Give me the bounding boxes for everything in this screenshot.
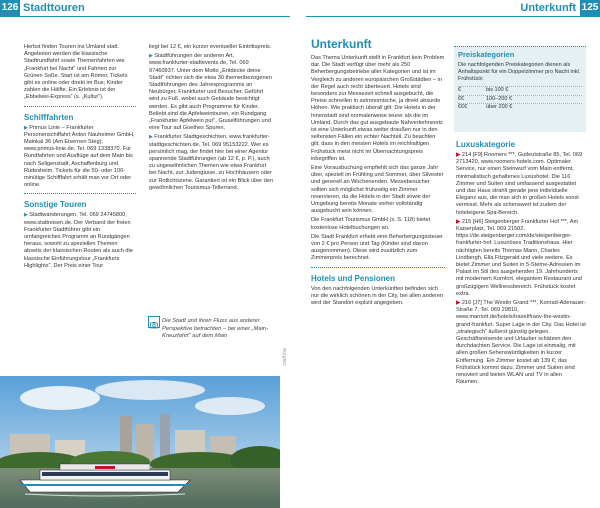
hotel-marker-icon: ▶ [456, 152, 461, 158]
entry-stadtfuehrungen: ▶ Stadtführungen der anderen Art, www.frankfurter-stadtevents.de, Tel. 069 97460937. Unter dem Motto „Entdecke deine Stadt“ richten sich die etwa 30 themenbezogenen Stadtführungen des Jahresprogramms an Neubürger, Frankfurter und Besucher. Geführt wird zu Fuß, wobei auch Gebäude besichtigt werden. Es gibt auch Programme für Kinder. Beliebt sind die Apfelweintouren, ein Rundgang „Frankfurter Apfelwein pur“, Gruselführungen und eine Tour auf Goethes Spuren. [149, 53, 274, 132]
separator [24, 193, 136, 194]
unterkunft-p1: Das Thema Unterkunft stellt in Frankfurt kein Problem dar. Die Stadt verfügt über mehr als 250 Beherbergungsbetriebe aller Kategorien und ist im Vergleich zu anderen europäischen Großstädten – in der Regel auch recht überteuert. Hotels sind besonders zur Messezeit schnell ausgebucht, die Preise schnellen in astronomische, ja direkt absurde Höhen. Wie praktisch überall gilt: Die Hotels in der Innenstadt sind normalerweise teurer als die im Umland. Durch das gut ausgebaute Nahverkehrsnetz ist eine Unterkunft etwas weiter draußen nur in den seltensten Fällen ein echter Nachteil. Zu beachten gilt, dass in den meisten Hotels im reichhaltigen Frühstück meist nicht im Übernachtungspreis inbegriffen ist. [311, 55, 445, 162]
price-row [458, 95, 582, 103]
right-section-title: Unterkunft [520, 2, 576, 14]
price-range: bis 100 € [486, 87, 509, 94]
hotel-frankfurter-hof-text: 215 [H6] Steigenberger Frankfurter Hof ***, Am Kaiserplatz, Tel. 069 21502, https://de.steigenberger.com/de/steigenberger-frankfurter-hof. Luxuriöses Traditionshaus. Hier nächtigten bereits Thomas Mann, Charles Lindbergh, Ella Fitzgerald und viele weitere. Es bietet Zimmer und Suiten in 5-Sterne-Adressen im Palast im Stil des ausgehenden 19. Jahrhunderts mit modernem Komfort, elegantem Restaurant und großzügigem Wellnessbereich. Frühstück kostet extra. [456, 218, 582, 297]
separator [311, 267, 445, 268]
col2-top-text: liegt bei 12 €, ein kurzer eventueller Eintrittspreis. [149, 44, 272, 50]
entry-primus-linie: ▶ Primus Linie – Frankfurter Personenschiffahrt Anton Nauheimer GmbH, Mainkai 36 (Am Eisernen Steg), www.primus-linie.de, Tel. 069 1338370. Für Rundfahrten und Ausflüge auf dem Main bis nach Seligenstadt, Aschaffenburg und Rüdesheim. Tickets für die 50- oder 100-minütige Schifffahrt erhält man vor Ort oder online. [24, 125, 136, 190]
unterkunft-p4: Die Stadt Frankfurt erhebt eine Beherbergungssteuer von 2 € pro Person und Tag (Kinder sind davon ausgenommen). Diese wird zusätzlich zum Zimmerpreis berechnet. [311, 233, 443, 262]
column-2 [149, 44, 274, 312]
hotel-roomers [456, 152, 586, 217]
price-range: 100–200 € [486, 95, 512, 102]
right-header-rule [306, 16, 600, 17]
left-section-title: Stadttouren [23, 2, 85, 14]
column-3 [311, 38, 445, 506]
price-categories-box [454, 46, 586, 132]
price-box-title: Preiskategorien [458, 50, 515, 59]
unterkunft-p2: Eine Vorausbuchung empfiehlt sich das ganze Jahr über, speziell im Frühling und Sommer, über Silvester und generell an Wochenenden. Messebesucher sollten sich möglichst frühzeitig ein Zimmer reservieren, da die Hotels in der Stadt sowie der Umgebung bereits Monate vorher vollständig ausgebucht sein können. [311, 165, 444, 215]
hotel-marker-icon: ▶ [456, 300, 461, 307]
hotel-roomers-text: 214 [F9] Roomers ***, Gutleutstraße 85, Tel. 069 2713420, www.roomers-hotels.com. Optimaler Service, nur einen Steinwurf vom Main entfernt, minimalistisch gehaltenes Luxushotel. Die 116 Zimmer und Suiten sind umfassend ausgestattet und das Haus strahlt gerade jene individuelle Eleganz aus, die man sich in großen Hotels sonst vermisst. Mehr als schenswert ist zudem der hoteleigene Spa-Bereich. [456, 152, 583, 216]
entry-stadtgeschichten: ▶ Frankfurter Stadtgeschichten, www.frankfurter-stadtgeschichten.de, Tel. 069 95153222. Wer es persönlich mag, der findet hier bei einer Agentur spannende Stadtführungen (ab 12 €, p. P.), auch zu ungewöhnlichen Themen wie etwa Frankfurt bei Nacht, zur Judengasse, zu Hochhäusern oder zur Rotlichtszene. Garantiert ist ein Blick über den gewöhnlichen Tourismus-Tellerrand. [149, 134, 274, 192]
camera-icon [148, 316, 160, 328]
heading-sonstige-touren: Sonstige Touren [24, 200, 87, 210]
heading-luxuskategorie: Luxuskategorie [456, 140, 516, 149]
price-symbol: €€ [458, 95, 465, 102]
left-header-rule [0, 16, 290, 17]
unterkunft-p5: Von den nachfolgenden Unterkünften befinden sich nur die wirklich schönen in der City, bei allen anderen wird der Standort explizit angegeben. [311, 285, 444, 307]
intro-text: Herbst finden Touren ins Umland statt. Angeboten werden die klassische Stadtrundfahrt sowie Themenfahrten wie „Frankfurt bei Nacht“ und Fahrten zur Grünen Soße. Start ist am Römer, Tickets gibt es online oder direkt im Bus; Kinder zahlen die Hälfte. Ein Erlebnis ist der „Ebbelwei-Express“ (s. „Kultur“). [24, 44, 128, 101]
river-cruise-photo [0, 376, 280, 508]
chapter-title-unterkunft: Unterkunft [311, 38, 372, 51]
photo-credit: 126ff f/ss [282, 347, 287, 366]
price-box-text: Die nachfolgenden Preiskategorien dienen als Anhaltspunkt für ein Doppelzimmer pro Nacht inkl. Frühstück: [458, 62, 581, 82]
hotel-marker-icon: ▶ [456, 218, 461, 225]
price-row [458, 103, 582, 111]
entry-stadtwanderungen: ▶ Stadtwanderungen, Tel. 069 24745800, www.stattreisen.de. Der Verband der freien Frankfurter Stadtführer gibt ein umfangreiches Programm an Rundgängen heraus, sowohl zu speziellen Themen abseits der klassischen Routen als auch die klassische Einführungstour „Frankfurts Highlights“. Der Preis einer Tour [24, 212, 136, 270]
hotel-frankfurter-hof [456, 219, 586, 298]
price-row [458, 86, 582, 94]
right-page-number: 125 [580, 0, 600, 16]
photo-caption: Die Stadt und ihren Fluss aus anderer Perspektive betrachten – bei einer „Main-Kreuzfahrt“ auf dem Main [162, 318, 269, 339]
price-symbol: € [458, 87, 462, 94]
column-1 [24, 44, 136, 374]
heading-schifffahrten: Schifffahrten [24, 112, 74, 122]
price-range: über 200 € [486, 103, 513, 110]
column-4 [456, 140, 586, 506]
separator [24, 106, 136, 107]
heading-hotels-pensionen: Hotels und Pensionen [311, 273, 396, 283]
hotel-westin-text: 216 [J7] The Westin Grand ***, Konrad-Adenauer-Straße 7, Tel. 069 29810, www.marriott.de/hotels/travel/fraov-the-westin-grand-frankfurt. Super Lage in der City. Das Hotel ist „strategisch“ äußerst günstig gelegen. Geschäftsreisende und Urlauber schätzen den durchdachten Service. Die Lage ist einmalig, mit allen großen Sehenswürdigkeiten in kurzer Entfernung. Ein Zimmer kostet ab 139 €; das Frühstück kommt dazu. Zimmer und Suiten sind renoviert und bieten WLAN und TV in allen Räumen. [456, 300, 586, 386]
hotel-westin [456, 300, 586, 386]
left-page-number: 126 [0, 0, 20, 16]
unterkunft-p3: Die Frankfurt Tourismus GmbH (s. S. 118) bietet kostenlose Hotelbuchungen an. [311, 217, 431, 231]
price-symbol: €€€ [458, 103, 468, 110]
